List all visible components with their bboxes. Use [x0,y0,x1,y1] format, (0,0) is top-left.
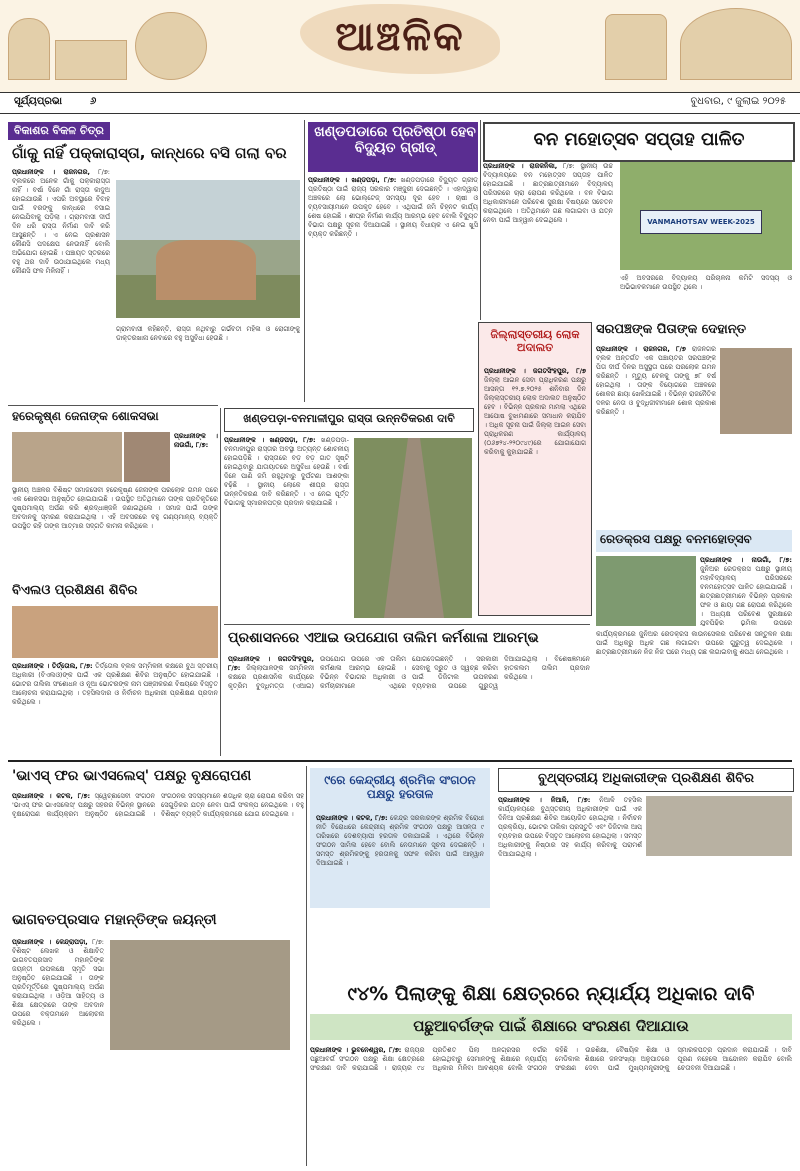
story2-headline: ଖଣ୍ଡପଡାରେ ପ୍ରତିଷ୍ଠା ହେବ ବିଦ୍ୟୁତ ଗ୍ରୀଡ୍ [314,124,476,157]
column-rule [306,766,307,1166]
masthead [0,0,800,92]
story1-photo-wedding-walk [116,180,300,318]
divider [224,624,590,625]
redcross-body-cont: କାର୍ଯ୍ୟକ୍ରମରେ ଜୁନିଅର ରେଡକ୍ରସ କାଉନସେଲର ପରିବେଶ ସନ୍ତୁଳନ ରକ୍ଷା ପାଇଁ ଅଧିକରୁ ଅଧିକ ଗଛ ଲଗାଇବା ଉପରେ ଗୁରୁତ୍ୱ ଦେଇଥିଲେ । ଛାତ୍ରଛାତ୍ରୀମାନେ ନିଜ ନିଜ ଘରେ ମଧ୍ୟ ଗଛ ଲଗାଇବାକୁ ଶପଥ ନେଇଥିଲେ । [596,630,792,656]
tower-illustration [605,14,667,80]
trees-dateline: ପ୍ରଧାନୀଙ୍କ । କଟକ, ୮/୭: [12,792,91,800]
column-rule [220,408,221,756]
section-divider [8,760,792,762]
sarapanch-dateline: ପ୍ରଧାନୀଙ୍କ । ରାଜନଗର, ୮/୭ [596,345,686,353]
ai-text: ଜିଲ୍ଲାପାଳଙ୍କ ସମ୍ମିଳନୀ କକ୍ଷରେ ପ୍ରଶାସନିକ କାର୍ଯ୍ୟରେ କୃତ୍ରିମ ବୁଦ୍ଧିମତ୍ତା (ଏଆଇ) ଉପଯୋଗ ଉପରେ ଏକ ତାଲିମ କର୍ମଶାଳା ଆରମ୍ଭ ହୋଇଛି । ବିଭିନ୍ନ ବିଭାଗର ଅଧିକାରୀ ଓ କର୍ମଚାରୀମାନେ ଏଥିରେ ଯୋଗଦେଇଛନ୍ତି । ସରକାରୀ ସେବାକୁ ଦ୍ରୁତ ଓ ସ୍ୱଚ୍ଛ କରିବା ପାଇଁ ଡିଜିଟାଲ ଉପକରଣ ବ୍ୟବହାର ଉପରେ ଗୁରୁତ୍ୱ ଦିଆଯାଇଥିଲା । ବିଶେଷଜ୍ଞମାନେ ହାତକଲମ ତାଲିମ ପ୍ରଦାନ କରିଥିଲେ । [228,655,590,690]
temple-left-illustration [8,18,50,80]
trees-body [12,792,304,902]
harekrushna-headline: ହରେକୃଷ୍ଣ ଜେନାଙ୍କ ଶୋକସଭା [12,409,159,423]
dateline-bar [0,92,800,114]
vanmahotsav-banner: VANMAHOTSAV WEEK-2025 [640,210,762,234]
education-headline: ୯୪% ପିଲାଙ୍କୁ ଶିକ୍ଷା କ୍ଷେତ୍ରରେ ନ୍ୟାର୍ଯ୍ୟ ଅଧିକାର ଦାବି [347,983,755,1005]
story3-text: ୮/୭: ସ୍ଥାନୀୟ ଉଚ୍ଚ ବିଦ୍ୟାଳୟରେ ବନ ମହୋତ୍ସବ ସପ୍ତାହ ପାଳିତ ହୋଇଯାଇଛି । ଛାତ୍ରଛାତ୍ରୀମାନେ ବିଦ୍ୟାଳୟ ପରିସରରେ ଚାରା ରୋପଣ କରିଥିଲେ । ବନ ବିଭାଗ ଅଧିକାରୀମାନେ ପରିବେଶ ସୁରକ୍ଷା ବିଷୟରେ ସଚେତନ କରାଇଥିଲେ । ଅତିଥିମାନେ ଗଛ ଲଗାଇବା ଓ ଯତ୍ନ ନେବା ପାଇଁ ଆହ୍ୱାନ ଦେଇଥିଲେ । [483,162,613,224]
strike-headline: ୯ରେ କେନ୍ଦ୍ରୀୟ ଶ୍ରମିକ ସଂଗଠନ ପକ୍ଷରୁ ହରତାଳ [324,773,476,801]
sarapanch-body [596,345,716,495]
story2-dateline: ପ୍ରଧାନୀଙ୍କ । ଖଣ୍ଡପଡ଼ା, ୮/୭: [308,176,397,184]
story1-body [12,168,110,396]
redcross-photo [596,556,696,626]
booth-body [498,796,642,906]
story3-photo-group [620,162,792,270]
bhagabat-dateline: ପ୍ରଧାନୀଙ୍କ । କେନ୍ଦ୍ରାପଡ଼ା, [12,938,88,946]
story1-dateline: ପ୍ରଧାନୀଙ୍କ । ରାଜନଗର, [12,168,91,176]
road-dateline: ପ୍ରଧାନୀଙ୍କ । ଖଣ୍ଡପଡ଼ା, ୮/୭: [224,436,316,444]
booth-photo [646,796,792,856]
sun-temple-wheel-illustration [135,12,207,80]
lok-adalat-headline: ଜିଲ୍ଲାସ୍ତରୀୟ ଲୋକ ଅଦାଲତ [490,328,580,354]
story1-body-cont: ଗ୍ରାମବାସୀ କହିଛନ୍ତି, ରାସ୍ତା ନଥିବାରୁ ଗର୍ଭବତୀ ମହିଳା ଓ ରୋଗୀଙ୍କୁ ଡାକ୍ତରଖାନା ନେବାରେ ବହୁ ଅସୁବିଧା ହେଉଛି । [116,325,300,342]
harekrushna-photo-portrait [124,432,170,482]
ai-headline: ପ୍ରଶାସନରେ ଏଆଇ ଉପଯୋଗ ତାଲିମ କର୍ମଶାଳା ଆରମ୍ଭ [228,630,539,646]
story3-headline-box [483,122,795,162]
lok-adalat-box [478,322,592,616]
booth-headline: ବୁଥ୍‌ସ୍ତରୀୟ ଅଧିକାରୀଙ୍କ ପ୍ରଶିକ୍ଷଣ ଶିବିର [538,771,754,786]
story2-text: ଖଣ୍ଡପଡ଼ାରେ ବିଦ୍ୟୁତ ଗ୍ରୀଡ୍ ପ୍ରତିଷ୍ଠା ପାଇଁ ରାଜ୍ୟ ସରକାର ମଞ୍ଜୁରୀ ଦେଇଛନ୍ତି । ଏହାଦ୍ୱାରା ଅଞ୍ଚଳରେ ଲୋ ଭୋଲ୍ଟେଜ୍ ସମସ୍ୟା ଦୂର ହେବ । ଚାଷୀ ଓ ବ୍ୟବସାୟୀମାନେ ଉପକୃତ ହେବେ । ଏଥିପାଇଁ ଜମି ଚିହ୍ନଟ କାର୍ଯ୍ୟ ଶେଷ ହୋଇଛି । ଶୀଘ୍ର ନିର୍ମାଣ କାର୍ଯ୍ୟ ଆରମ୍ଭ ହେବ ବୋଲି ବିଦ୍ୟୁତ ବିଭାଗ ପକ୍ଷରୁ ସୂଚନା ଦିଆଯାଇଛି । ସ୍ଥାନୀୟ ବିଧାୟକ ଏ ନେଇ ଖୁସି ବ୍ୟକ୍ତ କରିଛନ୍ତି । [308,176,478,238]
harekrushna-dateline: ପ୍ରଧାନୀଙ୍କ । ନାଉଗାଁ, ୮/୭: [174,432,218,449]
bhagabat-body [12,938,104,1163]
publisher-name: ସୂର୍ଯ୍ୟପ୍ରଭା [14,96,63,107]
booth-headline-box [498,768,794,792]
redcross-text: ଜୁନିଅର ରେଡକ୍ରସ ପକ୍ଷରୁ ସ୍ଥାନୀୟ ମହାବିଦ୍ୟାଳୟ ପରିସରରେ ବନମହୋତ୍ସବ ପାଳିତ ହୋଇଯାଇଛି । ଛାତ୍ରଛାତ୍ରୀମାନେ ବିଭିନ୍ନ ପ୍ରକାର ଫଳ ଓ ଛାୟା ଗଛ ରୋପଣ କରିଥିଲେ । ଅଧ୍ୟକ୍ଷ ପରିବେଶ ସୁରକ୍ଷାରେ ଯୁବପିଢ଼ିର ଭୂମିକା ଉପରେ [700,565,792,626]
harekrushna-dateline-block [174,432,218,482]
wheel-left-illustration [55,40,127,80]
column-rule [304,120,305,402]
road-text: ଖଣ୍ଡପଡ଼ା-ବନମାଳୀପୁର ରାସ୍ତାର ଅବସ୍ଥା ଅତ୍ୟନ୍ତ ଶୋଚନୀୟ ହୋଇପଡ଼ିଛି । ରାସ୍ତାରେ ବଡ଼ ବଡ଼ ଗାତ ସୃଷ୍ଟି ହୋଇଥିବାରୁ ଯାତାୟାତରେ ଅସୁବିଧା ହେଉଛି । ବର୍ଷା ଦିନେ ପାଣି ଜମି ରହୁଥିବାରୁ ଦୁର୍ଘଟଣା ଆଶଙ୍କା ବଢ଼ିଛି । ସ୍ଥାନୀୟ ଲୋକେ ଶୀଘ୍ର ରାସ୍ତା ଉନ୍ନତିକରଣ ଦାବି କରିଛନ୍ତି । ଏ ନେଇ ପୂର୍ତ୍ତ ବିଭାଗକୁ ସ୍ମାରକପତ୍ର ପ୍ରଦାନ କରାଯାଇଛି । [224,436,349,507]
redcross-dateline: ପ୍ରଧାନୀଙ୍କ । ନାଉଗାଁ, ୮/୭: [700,556,792,564]
lok-adalat-text: ଜିଲ୍ଲା ଆଇନ ସେବା ପ୍ରାଧିକରଣ ପକ୍ଷରୁ ଆସନ୍ତା ୧୨.୭.୨୦୨୫ ଶନିବାର ଦିନ ଜିଲ୍ଲାସ୍ତରୀୟ ଲୋକ ଅଦାଲତ ଅନୁଷ୍ଠିତ ହେବ । ବିଭିନ୍ନ ପ୍ରକାର ମାମଲା ଏଥିରେ ଆପୋଷ ବୁଝାମଣାରେ ସମାଧାନ କରାଯିବ । ଅଧିକ ସୂଚନା ପାଇଁ ଜିଲ୍ଲା ଆଇନ ସେବା ପ୍ରାଧିକରଣ କାର୍ଯ୍ୟାଳୟ (୦୬୭୨୪-୨୨୦୯୪୯)ରେ ଯୋଗାଯୋଗ କରିବାକୁ କୁହାଯାଇଛି । [484,376,586,456]
road-headline: ଖଣ୍ଡପଡ଼ା-ବନମାଳୀପୁର ରାସ୍ତା ଉନ୍ନତିକରଣ ଦାବି [243,412,455,425]
redcross-headline-bg [596,530,792,552]
photo-sky [116,180,300,240]
road-surface [384,438,444,618]
strike-body [316,814,484,904]
bhagabat-headline: ଭାଗବତପ୍ରସାଦ ମହାନ୍ତିଙ୍କ ଜୟନ୍ତୀ [12,912,217,928]
education-subhead-bar [310,1014,792,1040]
harekrushna-body: ସ୍ଥାନୀୟ ଅଞ୍ଚଳର ବିଶିଷ୍ଟ ସମାଜସେବୀ ହରେକୃଷ୍ଣ ଜେନାଙ୍କ ପରଲୋକ ଗମନ ପରେ ଏକ ଶୋକସଭା ଅନୁଷ୍ଠିତ ହୋଇଯାଇଛି । ଉପସ୍ଥିତ ଅତିଥିମାନେ ତାଙ୍କ ପ୍ରତିକୃତିରେ ପୁଷ୍ପମାଲ୍ୟ ଅର୍ପଣ କରି ଶ୍ରଦ୍ଧାଞ୍ଜଳି ଜଣାଇଥିଲେ । ସମାଜ ପାଇଁ ତାଙ୍କ ଅବଦାନକୁ ସ୍ମରଣ କରାଯାଇଥିଲା । ଏହି ଅବସରରେ ବହୁ ଗଣ୍ୟମାନ୍ୟ ବ୍ୟକ୍ତି ଉପସ୍ଥିତ ରହି ତାଙ୍କ ଆତ୍ମାର ସଦ୍‌ଗତି କାମନା କରିଥିଲେ । [12,486,218,530]
road-headline-box [224,408,474,432]
harekrushna-photo-meeting [12,432,122,482]
bdo-text: ତିର୍ତ୍ତୋଲ ବ୍ଲକ ସମ୍ମିଳନୀ କକ୍ଷରେ ବୁଥ ସ୍ତରୀୟ ଅଧିକାରୀ (ବିଏଲଓ)ଙ୍କ ପାଇଁ ଏକ ପ୍ରଶିକ୍ଷଣ ଶିବିର ଅନୁଷ୍ଠିତ ହୋଇଯାଇଛି । ଭୋଟର ତାଲିକା ସଂଶୋଧନ ଓ ନୂଆ ଭୋଟରଙ୍କ ନାମ ପଞ୍ଜୀକରଣ ବିଷୟରେ ବିସ୍ତୃତ ଆଲୋଚନା କରାଯାଇଥିଲା । ତହସିଲଦାର ଓ ନିର୍ବାଚନ ଅଧିକାରୀ ପ୍ରଶିକ୍ଷଣ ପ୍ରଦାନ କରିଥିଲେ । [12,662,218,706]
redcross-body [700,556,792,626]
road-photo [354,438,472,618]
photo-people [156,240,256,300]
ai-body [228,655,590,751]
page-number: ୬ [90,96,97,107]
strike-dateline: ପ୍ରଧାନୀଙ୍କ । କଟକ, ୮/୭: [316,814,388,822]
story1-headline: ଗାଁକୁ ନାହିଁ ପକ୍କାରାସ୍ତା, କାନ୍ଧରେ ବସି ଗଲା ବର [12,144,287,162]
column-rule [480,120,481,320]
sarapanch-headline: ସରପଞ୍ଚଙ୍କ ପିତାଙ୍କ ଦେହାନ୍ତ [596,322,746,337]
bdo-dateline: ପ୍ରଧାନୀଙ୍କ । ତିର୍ତ୍ତୋଲ, ୮/୭: [12,662,93,670]
story3-dateline: ପ୍ରଧାନୀଙ୍କ । ରାଜକନିକା, [483,162,558,170]
redcross-headline: ରେଡକ୍ରସ ପକ୍ଷରୁ ବନମହୋତ୍ସବ [600,532,752,546]
ai-dateline: ପ୍ରଧାନୀଙ୍କ । ଜଗତସିଂହପୁର, ୮/୭: [228,655,314,672]
issue-date: ବୁଧବାର, ୯ ଜୁଲାଇ ୨୦୨୫ [690,96,786,107]
temple-right-illustration [680,8,792,80]
booth-dateline: ପ୍ରଧାନୀଙ୍କ । ନିଆଳି, ୮/୭: [498,796,591,804]
masthead-title: ଆଞ୍ଚଳିକ [335,14,465,60]
booth-text: ନିଆଳି ତହସିଲ କାର୍ଯ୍ୟାଳୟରେ ବୁଥ୍‌ସ୍ତରୀୟ ଅଧିକାରୀଙ୍କ ପାଇଁ ଏକ ଦିନିଆ ପ୍ରଶିକ୍ଷଣ ଶିବିର ଆୟୋଜିତ ହୋଇଥିଲା । ନିର୍ବାଚନ ପ୍ରକ୍ରିୟା, ଭୋଟର ତାଲିକା ପ୍ରସ୍ତୁତି ଏବଂ ଡିଜିଟାଲ ଆପ୍ ବ୍ୟବହାର ଉପରେ ବିସ୍ତୃତ ଆଲୋଚନା ହୋଇଥିଲା । ସମସ୍ତ ଅଧିକାରୀଙ୍କୁ ନିଷ୍ଠାର ସହ କାର୍ଯ୍ୟ କରିବାକୁ ପରାମର୍ଶ ଦିଆଯାଇଥିଲା । [498,796,642,858]
strike-box [310,768,490,908]
education-dateline: ପ୍ରଧାନୀଙ୍କ । ଭୁବନେଶ୍ୱର, ୮/୭: [310,1046,402,1054]
trees-headline: 'ଭାଏସ୍ ଫର ଭାଏସଲେସ୍' ପକ୍ଷରୁ ବୃକ୍ଷରୋପଣ [12,768,252,784]
story3-headline: ବନ ମହୋତ୍ସବ ସପ୍ତାହ ପାଳିତ [533,129,745,150]
story3-body-cont: ଏହି ଅବସରରେ ବିଦ୍ୟାଳୟ ପରିଚାଳନା କମିଟି ସଦସ୍ୟ ଓ ଅଭିଭାବକମାନେ ଉପସ୍ଥିତ ଥିଲେ । [620,274,792,291]
bhagabat-text: ୮/୭: ବିଶିଷ୍ଟ ଲେଖକ ଓ ଶିକ୍ଷାବିତ୍ ଭାଗବତପ୍ରସାଦ ମହାନ୍ତିଙ୍କ ଜୟନ୍ତୀ ଉପଲକ୍ଷେ ସ୍ମୃତି ସଭା ଅନୁଷ୍ଠିତ ହୋଇଯାଇଛି । ତାଙ୍କ ପ୍ରତିମୂର୍ତ୍ତିରେ ପୁଷ୍ପମାଲ୍ୟ ଅର୍ପଣ କରାଯାଇଥିଲା । ଓଡ଼ିଆ ସାହିତ୍ୟ ଓ ଶିକ୍ଷା କ୍ଷେତ୍ରରେ ତାଙ୍କ ଅବଦାନ ଉପରେ ବକ୍ତାମାନେ ଆଲୋଚନା କରିଥିଲେ । [12,938,104,1027]
bdo-headline: ବିଏଲଓ ପ୍ରଶିକ୍ଷଣ ଶିବିର [12,583,138,598]
road-body [224,436,349,621]
story3-body [483,162,613,317]
education-subhead: ପଛୁଆବର୍ଗଙ୍କ ପାଇଁ ଶିକ୍ଷାରେ ସଂରକ୍ଷଣ ଦିଆଯାଉ [413,1017,689,1035]
story1-kicker: ବିକାଶର ବିକଳ ଚିତ୍ର [8,122,110,140]
bhagabat-photo [110,940,290,1050]
sarapanch-photo-portrait [720,348,792,434]
education-body [310,1046,792,1163]
sarapanch-text: ରାଜନଗର ବ୍ଲକ ଅନ୍ତର୍ଗତ ଏକ ପଞ୍ଚାୟତର ସରପଞ୍ଚଙ୍କ ପିତା ଦୀର୍ଘ ଦିନର ଅସୁସ୍ଥତା ପରେ ପରଲୋକ ଗମନ କରିଛନ୍ତି । ମୃତ୍ୟୁ ବେଳକୁ ତାଙ୍କୁ ୭୮ ବର୍ଷ ହୋଇଥିଲା । ତାଙ୍କ ବିୟୋଗରେ ଅଞ୍ଚଳରେ ଶୋକର ଛାୟା ଖେଳିଯାଇଛି । ବିଭିନ୍ନ ରାଜନୈତିକ ଦଳର ନେତା ଓ ବୁଦ୍ଧିଜୀବୀମାନେ ଶୋକ ପ୍ରକାଶ କରିଛନ୍ତି । [596,345,716,416]
lok-adalat-dateline: ପ୍ରଧାନୀଙ୍କ । ଜଗତସିଂହପୁର, ୮/୭ [484,367,586,375]
lok-adalat-body [484,367,586,607]
trees-text: ସ୍ୱେଚ୍ଛାସେବୀ ସଂଗଠନ 'ଭାଏସ୍ ଫର ଭାଏସଲେସ୍' ପକ୍ଷରୁ ସହରର ବିଭିନ୍ନ ସ୍ଥାନରେ ବୃକ୍ଷରୋପଣ କାର୍ଯ୍ୟକ୍ରମ ଅନୁଷ୍ଠିତ ହୋଇଯାଇଛି । ସଂଗଠନର ସଦସ୍ୟମାନେ ଶତାଧିକ ଚାରା ରୋପଣ କରିବା ସହ ସେଗୁଡ଼ିକର ଯତ୍ନ ନେବା ପାଇଁ ସଂକଳ୍ପ ନେଇଥିଲେ । ବହୁ ବିଶିଷ୍ଟ ବ୍ୟକ୍ତି କାର୍ଯ୍ୟକ୍ରମରେ ଯୋଗ ଦେଇଥିଲେ । [12,792,304,818]
story2-body [308,176,478,331]
divider [8,405,218,406]
bdo-photo-group [12,606,218,658]
strike-text: କେନ୍ଦ୍ର ସରକାରଙ୍କ ଶ୍ରମିକ ବିରୋଧୀ ନୀତି ବିରୋଧରେ କେନ୍ଦ୍ରୀୟ ଶ୍ରମିକ ସଂଗଠନ ପକ୍ଷରୁ ଆସନ୍ତା ୯ ତାରିଖରେ ଦେଶବ୍ୟାପୀ ହରତାଳ ଡକାଯାଇଛି । ଏଥିରେ ବିଭିନ୍ନ ସଂଗଠନ ସାମିଲ ହେବେ ବୋଲି ନେତାମାନେ ସୂଚନା ଦେଇଛନ୍ତି । ସମସ୍ତ ଶ୍ରମିକଙ୍କୁ ହରତାଳକୁ ସଫଳ କରିବା ପାଇଁ ଆହ୍ୱାନ ଦିଆଯାଇଛି । [316,814,484,867]
bdo-body [12,662,218,754]
education-text: ରାଜ୍ୟର ପଛୁଆବର୍ଗ ସଂଗଠନ ପକ୍ଷରୁ ଶିକ୍ଷା କ୍ଷେତ୍ରରେ ସଂରକ୍ଷଣ ଦାବି କରାଯାଇଛି । ରାଜ୍ୟର ୯୪ ପ୍ରତିଶତ ପିଲା ଅନଗ୍ରସର ବର୍ଗର ହୋଇଥିବାରୁ ସେମାନଙ୍କୁ ଶିକ୍ଷାରେ ନ୍ୟାର୍ଯ୍ୟ ଅଧିକାର ମିଳିବା ଆବଶ୍ୟକ ବୋଲି ସଂଗଠନ କହିଛି । ଉଚ୍ଚଶିକ୍ଷା, ବୈଷୟିକ ଶିକ୍ଷା ଓ ମେଡିକାଲ ଶିକ୍ଷାରେ ଜନସଂଖ୍ୟା ଅନୁପାତରେ ସଂରକ୍ଷଣ ଦେବା ପାଇଁ ମୁଖ୍ୟମନ୍ତ୍ରୀଙ୍କୁ ସ୍ମାରକପତ୍ର ପ୍ରଦାନ କରାଯାଇଛି । ଦାବି ପୂରଣ ନହେଲେ ଆନ୍ଦୋଳନ କରାଯିବ ବୋଲି ଚେତାବନୀ ଦିଆଯାଇଛି । [310,1046,792,1072]
story1-text: ୮/୭: ବ୍ଲକରେ ଅନେକ ଗାଁକୁ ପକ୍କାରାସ୍ତା ନାହିଁ । ବର୍ଷା ଦିନେ ଗାଁ ରାସ୍ତା କାଦୁଅ ହୋଇଯାଉଛି । ଏପରି ଅବସ୍ଥାରେ ବିବାହ ପାଇଁ ବରଙ୍କୁ କାନ୍ଧରେ ବସାଇ ନେଇଯିବାକୁ ପଡ଼ିଲା । ଗ୍ରାମବାସୀ ଦୀର୍ଘ ଦିନ ଧରି ରାସ୍ତା ନିର୍ମାଣ ଦାବି କରି ଆସୁଛନ୍ତି । ଏ ନେଇ ପ୍ରଶାସନ କୌଣସି ପଦକ୍ଷେପ ନେଉନାହିଁ ବୋଲି ଅଭିଯୋଗ ହୋଇଛି । ପଞ୍ଚାୟତ ସ୍ତରରେ ବହୁ ଥର ଦାବି ଉଠାଯାଇଥିଲେ ମଧ୍ୟ କୌଣସି ଫଳ ମିଳିନାହିଁ । [12,168,110,275]
